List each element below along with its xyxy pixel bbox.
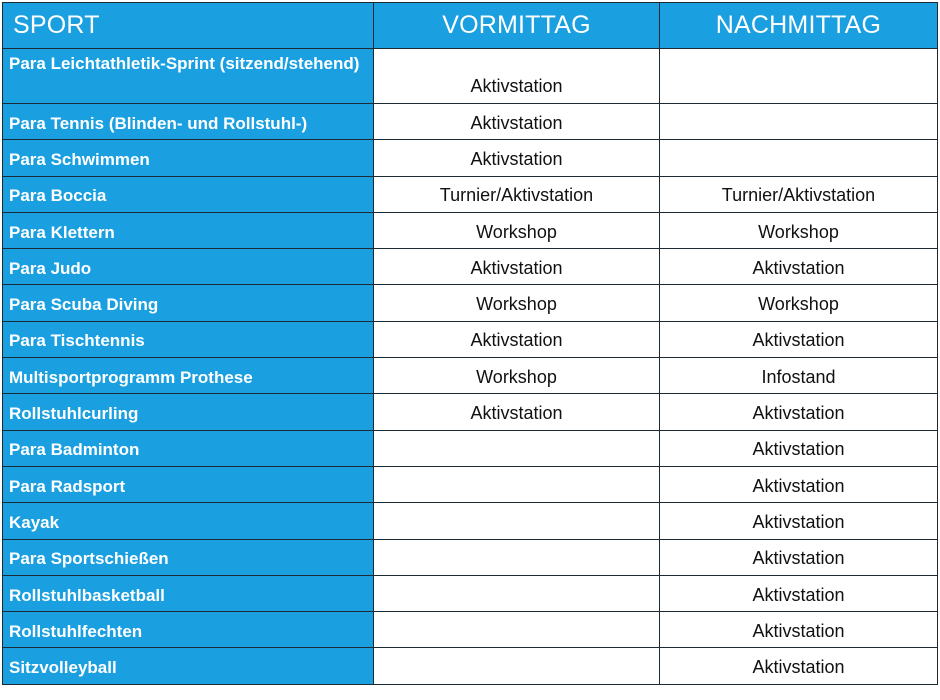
nachmittag-cell: Aktivstation [660,321,938,357]
table-row [3,285,938,321]
vormittag-cell: Aktivstation [374,104,660,140]
vormittag-cell [374,612,660,648]
table-row [3,358,938,394]
sport-name-cell: Para Scuba Diving [3,285,374,321]
sport-name-cell: Para Boccia [3,176,374,212]
vormittag-cell: Aktivstation [374,249,660,285]
nachmittag-cell: Aktivstation [660,394,938,430]
nachmittag-cell: Workshop [660,285,938,321]
nachmittag-cell: Aktivstation [660,430,938,466]
table-row [3,176,938,212]
table-row [3,321,938,357]
nachmittag-cell: Aktivstation [660,466,938,502]
vormittag-cell [374,648,660,684]
sport-name-cell: Para Judo [3,249,374,285]
sport-name-cell: Sitzvolleyball [3,648,374,684]
nachmittag-cell: Workshop [660,212,938,248]
nachmittag-cell: Aktivstation [660,503,938,539]
sport-name-cell: Kayak [3,503,374,539]
nachmittag-cell [660,140,938,176]
column-header-sport: SPORT [3,3,374,49]
table-row [3,249,938,285]
nachmittag-cell [660,104,938,140]
table-row [3,49,938,104]
nachmittag-cell: Aktivstation [660,612,938,648]
sport-name-cell: Para Tennis (Blinden- und Rollstuhl-) [3,104,374,140]
sport-name-cell: Para Schwimmen [3,140,374,176]
sport-schedule-table [2,2,938,685]
nachmittag-cell: Turnier/Aktivstation [660,176,938,212]
vormittag-cell: Turnier/Aktivstation [374,176,660,212]
sport-name-cell: Para Badminton [3,430,374,466]
header-row [3,3,938,49]
nachmittag-cell [660,49,938,104]
table-row [3,430,938,466]
sport-name-cell: Rollstuhlfechten [3,612,374,648]
vormittag-cell: Workshop [374,358,660,394]
sport-name-cell: Para Leichtathletik-Sprint (sitzend/stehend) [3,49,374,104]
vormittag-cell: Aktivstation [374,394,660,430]
sport-name-cell: Para Radsport [3,466,374,502]
vormittag-cell [374,575,660,611]
table-row [3,539,938,575]
table-row [3,503,938,539]
vormittag-cell [374,539,660,575]
vormittag-cell: Workshop [374,212,660,248]
vormittag-cell [374,430,660,466]
nachmittag-cell: Aktivstation [660,648,938,684]
nachmittag-cell: Infostand [660,358,938,394]
column-header-vormittag: VORMITTAG [374,3,660,49]
table-row [3,394,938,430]
column-header-nachmittag: NACHMITTAG [660,3,938,49]
table-row [3,104,938,140]
sport-name-cell: Rollstuhlcurling [3,394,374,430]
nachmittag-cell: Aktivstation [660,539,938,575]
vormittag-cell: Aktivstation [374,321,660,357]
sport-name-cell: Para Tischtennis [3,321,374,357]
sport-name-cell: Para Sportschießen [3,539,374,575]
table-row [3,648,938,684]
table-row [3,612,938,648]
vormittag-cell: Aktivstation [374,49,660,104]
nachmittag-cell: Aktivstation [660,249,938,285]
vormittag-cell [374,466,660,502]
table-row [3,466,938,502]
vormittag-cell: Aktivstation [374,140,660,176]
table-row [3,212,938,248]
sport-name-cell: Multisportprogramm Prothese [3,358,374,394]
table-row [3,140,938,176]
table-row [3,575,938,611]
vormittag-cell: Workshop [374,285,660,321]
table-header [3,3,938,49]
sport-name-cell: Rollstuhlbasketball [3,575,374,611]
table-body [3,49,938,685]
nachmittag-cell: Aktivstation [660,575,938,611]
vormittag-cell [374,503,660,539]
sport-name-cell: Para Klettern [3,212,374,248]
